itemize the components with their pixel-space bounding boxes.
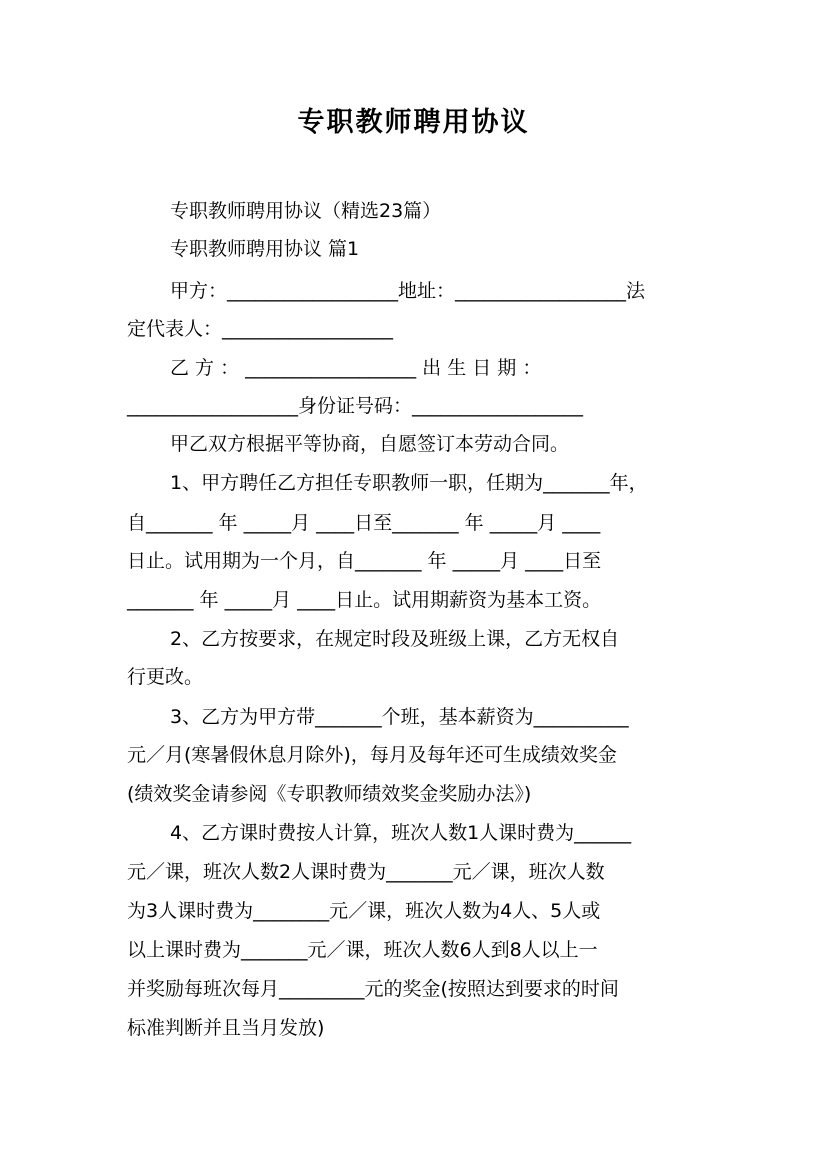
clause-4-line-4: 以上课时费为_______元／课，班次人数6人到8人以上一 bbox=[127, 939, 598, 961]
clause-1-line-4: _______ 年 _____月 ____日止。试用期薪资为基本工资。 bbox=[127, 589, 602, 611]
document-title: 专职教师聘用协议 bbox=[297, 107, 530, 138]
party-a-line: 甲方：__________________地址：__________________法 bbox=[170, 280, 646, 302]
party-b-line: 乙 方 ： __________________ 出 生 日 期 ： bbox=[170, 357, 542, 379]
clause-4-line-2: 元／课，班次人数2人课时费为_______元／课，班次人数 bbox=[127, 861, 605, 883]
clause-3-line-2: 元／月(寒暑假休息月除外)，每月及每年还可生成绩效奖金 bbox=[127, 744, 617, 766]
clause-2-line-1: 2、乙方按要求，在规定时段及班级上课，乙方无权自 bbox=[170, 628, 620, 650]
clause-2-line-2: 行更改。 bbox=[127, 666, 204, 688]
clause-1-line-3: 日止。试用期为一个月，自_______ 年 _____月 ____日至 bbox=[127, 550, 602, 572]
clause-4-line-3: 为3人课时费为________元／课，班次人数为4人、5人或 bbox=[127, 900, 601, 922]
section-heading: 专职教师聘用协议 篇1 bbox=[170, 238, 360, 260]
paragraph-intro: 甲乙双方根据平等协商，自愿签订本劳动合同。 bbox=[170, 433, 570, 455]
id-number-line: __________________身份证号码：__________________ bbox=[127, 395, 584, 417]
clause-3-line-1: 3、乙方为甲方带_______个班，基本薪资为__________ bbox=[170, 706, 629, 728]
clause-1-line-1: 1、甲方聘任乙方担任专职教师一职，任期为_______年， bbox=[170, 472, 648, 494]
clause-4-line-6: 标准判断并且当月发放) bbox=[127, 1017, 325, 1039]
clause-4-line-1: 4、乙方课时费按人计算，班次人数1人课时费为______ bbox=[170, 822, 632, 844]
clause-1-line-2: 自_______ 年 _____月 ____日至_______ 年 _____月 ____ bbox=[127, 512, 601, 534]
subtitle-line: 专职教师聘用协议（精选23篇） bbox=[170, 200, 442, 222]
party-a-rep-line: 定代表人：__________________ bbox=[127, 318, 394, 340]
clause-3-line-3: (绩效奖金请参阅《专职教师绩效奖金奖励办法》) bbox=[127, 783, 532, 805]
clause-4-line-5: 并奖励每班次每月_________元的奖金(按照达到要求的时间 bbox=[127, 978, 619, 1000]
